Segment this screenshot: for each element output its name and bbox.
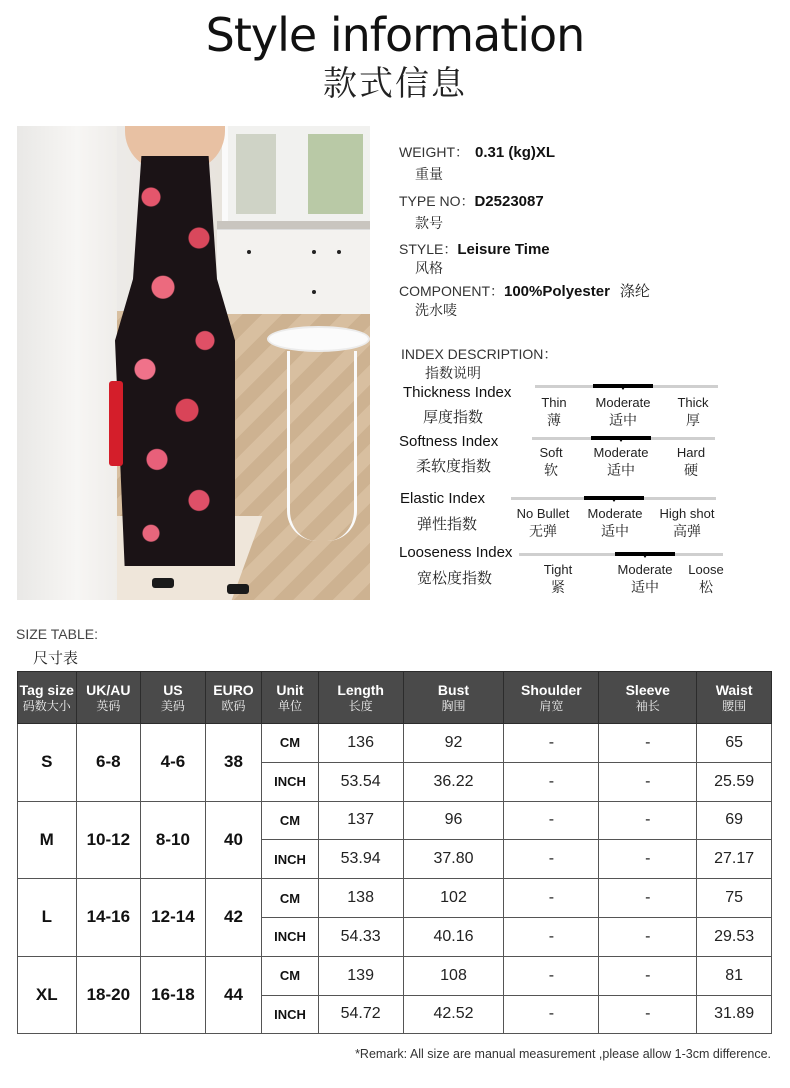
shoulder-cell: - [504,724,599,763]
style-label: STYLE： [399,241,458,257]
uk-cell: 6-8 [76,724,141,802]
col-waist: Waist 腰围 [697,672,772,724]
waist-cell: 65 [697,724,772,763]
col-uk-au: UK/AU 英码 [76,672,141,724]
softness-label: Softness Index [399,433,499,450]
index-description-title: INDEX DESCRIPTION： [401,346,558,362]
bust-cell: 42.52 [403,995,504,1034]
waist-cell: 29.53 [697,917,772,956]
elastic-option-high-shot: High shot 高弹 [659,506,715,539]
weight-label: WEIGHT： [399,144,469,160]
page-title: Style information [205,8,585,62]
thickness-option-thick: Thick 厚 [677,395,709,428]
weight-row [399,142,555,162]
softness-option-moderate: Moderate 适中 [593,445,649,478]
shoulder-cell: - [504,995,599,1034]
component-value-cn: 涤纶 [619,283,650,300]
softness-marker [591,436,651,440]
elastic-label: Elastic Index [400,490,486,507]
col-bust: Bust 胸围 [403,672,504,724]
looseness-label-cn: 宽松度指数 [417,570,493,587]
col-us: US 美码 [141,672,206,724]
sleeve-cell: - [599,956,697,995]
size-table-header [18,672,772,724]
length-cell: 53.94 [318,840,403,879]
sleeve-cell: - [599,724,697,763]
looseness-option-tight: Tight 紧 [543,562,573,595]
col-euro: EURO 欧码 [205,672,262,724]
unit-cell: INCH [262,995,319,1034]
length-cell: 139 [318,956,403,995]
waist-cell: 69 [697,801,772,840]
unit-cell: CM [262,956,319,995]
uk-cell: 10-12 [76,801,141,879]
unit-cell: CM [262,801,319,840]
length-cell: 53.54 [318,762,403,801]
bust-cell: 108 [403,956,504,995]
tag-size-cell: S [18,724,77,802]
table-row [18,879,772,918]
us-cell: 4-6 [141,724,206,802]
sleeve-cell: - [599,879,697,918]
shoulder-cell: - [504,879,599,918]
col-sleeve: Sleeve 袖长 [599,672,697,724]
waist-cell: 81 [697,956,772,995]
bust-cell: 92 [403,724,504,763]
sleeve-cell: - [599,995,697,1034]
euro-cell: 38 [205,724,262,802]
col-length: Length 长度 [318,672,403,724]
looseness-label: Looseness Index [399,544,513,561]
dress-image [115,156,235,566]
unit-cell: INCH [262,917,319,956]
sleeve-cell: - [599,840,697,879]
sleeve-cell: - [599,801,697,840]
bust-cell: 40.16 [403,917,504,956]
component-label: COMPONENT： [399,283,504,299]
elastic-option-no-bullet: No Bullet 无弹 [516,506,570,539]
length-cell: 54.72 [318,995,403,1034]
us-cell: 16-18 [141,956,206,1034]
tag-size-cell: XL [18,956,77,1034]
thickness-scale [535,385,718,388]
softness-scale [532,437,715,440]
table-row [18,801,772,840]
index-description-title-cn: 指数说明 [425,365,481,381]
uk-cell: 14-16 [76,879,141,957]
component-label-cn: 洗水唛 [415,302,457,318]
us-cell: 12-14 [141,879,206,957]
bust-cell: 37.80 [403,840,504,879]
thickness-option-moderate: Moderate 适中 [595,395,651,428]
weight-value: 0.31 (kg)XL [475,144,556,161]
type-no-value: D2523087 [474,193,544,210]
length-cell: 54.33 [318,917,403,956]
length-cell: 138 [318,879,403,918]
shoulder-cell: - [504,801,599,840]
size-table [17,671,772,1034]
sleeve-cell: - [599,762,697,801]
length-cell: 137 [318,801,403,840]
unit-cell: CM [262,724,319,763]
euro-cell: 40 [205,801,262,879]
elastic-option-moderate: Moderate 适中 [587,506,643,539]
unit-cell: INCH [262,762,319,801]
style-label-cn: 风格 [415,260,443,276]
us-cell: 8-10 [141,801,206,879]
waist-cell: 31.89 [697,995,772,1034]
euro-cell: 42 [205,879,262,957]
softness-option-hard: Hard 硬 [676,445,706,478]
euro-cell: 44 [205,956,262,1034]
waist-cell: 25.59 [697,762,772,801]
bust-cell: 102 [403,879,504,918]
style-value: Leisure Time [457,241,550,258]
shoulder-cell: - [504,917,599,956]
unit-cell: CM [262,879,319,918]
size-table-title: SIZE TABLE: [16,626,98,642]
waist-cell: 27.17 [697,840,772,879]
shoulder-cell: - [504,762,599,801]
looseness-option-loose: Loose 松 [688,562,724,595]
col-unit: Unit 单位 [262,672,319,724]
elastic-marker [584,496,644,500]
softness-option-soft: Soft 软 [539,445,563,478]
tag-size-cell: L [18,879,77,957]
waist-cell: 75 [697,879,772,918]
type-no-label-cn: 款号 [415,215,443,231]
size-table-title-cn: 尺寸表 [33,650,79,667]
elastic-scale [511,497,716,500]
sleeve-cell: - [599,917,697,956]
red-bag [109,381,123,466]
tag-size-cell: M [18,801,77,879]
thickness-label: Thickness Index [403,384,512,401]
page-subtitle: 款式信息 [323,65,467,103]
table-row [18,956,772,995]
unit-cell: INCH [262,840,319,879]
component-value: 100%Polyester [504,283,610,300]
component-row [399,280,650,301]
remark-note: *Remark: All size are manual measurement ,please allow 1-3cm difference. [355,1047,771,1061]
type-no-label: TYPE NO： [399,193,475,209]
thickness-option-thin: Thin 薄 [541,395,567,428]
softness-label-cn: 柔软度指数 [416,458,492,475]
length-cell: 136 [318,724,403,763]
shoulder-cell: - [504,840,599,879]
bust-cell: 96 [403,801,504,840]
thickness-label-cn: 厚度指数 [423,409,484,426]
table-row [18,724,772,763]
bust-cell: 36.22 [403,762,504,801]
type-no-row [399,191,544,211]
weight-label-cn: 重量 [415,166,443,182]
thickness-marker [593,384,653,388]
elastic-label-cn: 弹性指数 [417,516,478,533]
looseness-option-moderate: Moderate 适中 [617,562,673,595]
style-row [399,239,550,259]
col-shoulder: Shoulder 肩宽 [504,672,599,724]
looseness-marker [615,552,675,556]
col-tag-size: Tag size 码数大小 [18,672,77,724]
uk-cell: 18-20 [76,956,141,1034]
looseness-scale [519,553,723,556]
product-photo [17,126,370,600]
shoulder-cell: - [504,956,599,995]
